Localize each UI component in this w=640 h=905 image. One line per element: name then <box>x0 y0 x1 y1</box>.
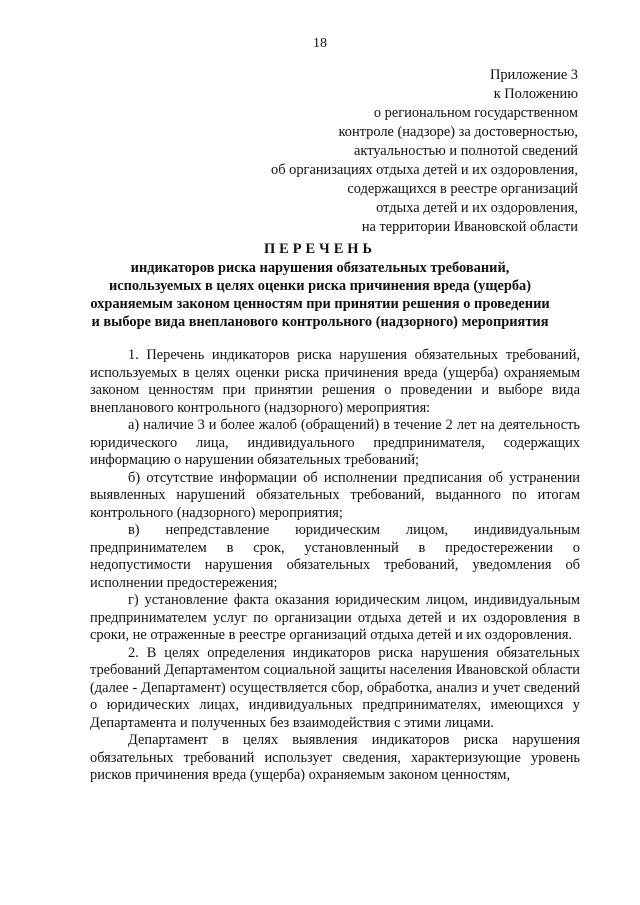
paragraph-1c: в) непредставление юридическим лицом, индивидуальным предпринимателем в срок, установленный в предостережении о недопустимости нарушения обязательных требований, уведомления об исполнении предостережения; <box>90 522 580 591</box>
appendix-line: о региональном государственном <box>373 105 578 121</box>
paragraph-1b: б) отсутствие информации об исполнении предписания об устранении выявленных нарушений обязательных требований, выданного по итогам контрольного (надзорного) мероприятия; <box>90 469 580 521</box>
appendix-line: Приложение 3 <box>489 67 578 83</box>
appendix-line: об организациях отдыха детей и их оздоровления, <box>271 162 578 178</box>
document-subtitle-line: используемых в целях оценки риска причинения вреда (ущерба) <box>108 278 532 294</box>
document-heading <box>0 240 640 331</box>
paragraph-1: 1. Перечень индикаторов риска нарушения обязательных требований, используемых в целях оценки риска причинения вреда (ущерба) охраняемым законом ценностям при принятии решения о проведении и выборе вида внепланового контрольного (надзорного) мероприятия: <box>90 347 580 416</box>
appendix-line: отдыха детей и их оздоровления, <box>376 200 578 216</box>
appendix-line: актуальностью и полнотой сведений <box>354 143 578 159</box>
document-subtitle-line: индикаторов риска нарушения обязательных требований, <box>130 260 510 276</box>
document-subtitle-line: и выборе вида внепланового контрольного (надзорного) мероприятия <box>91 314 549 330</box>
document-title: ПЕРЕЧЕНЬ <box>263 241 377 257</box>
document-body <box>90 347 580 785</box>
document-subtitle-line: охраняемым законом ценностям при принятии решения о проведении <box>90 296 550 312</box>
appendix-line: к Положению <box>493 86 578 102</box>
paragraph-1a: а) наличие 3 и более жалоб (обращений) в течение 2 лет на деятельность юридического лица, индивидуального предпринимателя, содержащих информацию о нарушении обязательных требований; <box>90 417 580 468</box>
appendix-line: контроле (надзоре) за достоверностью, <box>338 124 578 140</box>
paragraph-2: 2. В целях определения индикаторов риска нарушения обязательных требований Департаментом социальной защиты населения Ивановской области (далее - Департамент) осуществляется сбор, обработка, анализ и учет сведений о юридических лицах, индивидуальных предпринимателях, имеющихся у Департамента и полученных без взаимодействия с этими лицами. <box>90 644 580 731</box>
page-number: 18 <box>313 36 327 51</box>
appendix-header <box>271 66 578 237</box>
paragraph-1d: г) установление факта оказания юридическим лицом, индивидуальным предпринимателем услуг по организации отдыха детей и их оздоровления в сроки, не отраженные в реестре организаций отдыха детей и их оздоровления. <box>90 592 580 643</box>
paragraph-3: Департамент в целях выявления индикаторов риска нарушения обязательных требований использует сведения, характеризующие уровень рисков причинения вреда (ущерба) охраняемым законом ценностям, <box>90 732 580 783</box>
appendix-line: на территории Ивановской области <box>361 219 578 235</box>
appendix-line: содержащихся в реестре организаций <box>347 181 578 197</box>
